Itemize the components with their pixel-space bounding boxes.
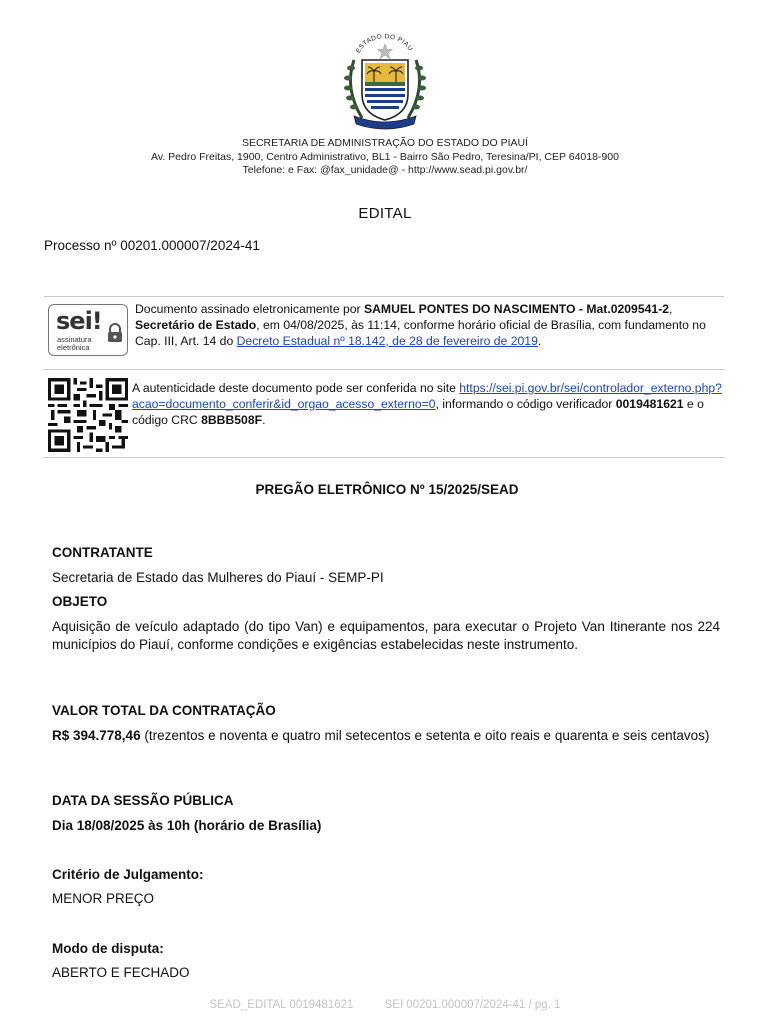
signer-name: SAMUEL PONTES DO NASCIMENTO - Mat.0209541-2 xyxy=(364,302,669,316)
authenticity-details: , informando o código verificador xyxy=(435,397,616,411)
verification-link[interactable]: https://sei.pi.gov.br/sei/controlador_externo.php?acao=documento_conferir&id_orgao_acesso_externo=0 xyxy=(132,381,722,411)
sei-logo-word: sei! xyxy=(56,307,102,335)
authenticity-end: . xyxy=(262,413,266,427)
criterio-value: MENOR PREÇO xyxy=(52,891,155,906)
verification-code: 0019481621 xyxy=(615,397,684,411)
divider xyxy=(44,369,724,370)
process-number: Processo nº 00201.000007/2024-41 xyxy=(44,238,260,253)
signature-prefix: Documento assinado eletronicamente por xyxy=(135,302,364,316)
sei-logo-caption-line1: assinatura xyxy=(57,335,92,344)
valor-value xyxy=(52,727,720,745)
contratante-value: Secretaria de Estado das Mulheres do Piauí - SEMP-PI xyxy=(52,570,384,585)
sei-logo-caption-line2: eletrônica xyxy=(57,343,90,352)
header-institution-name: SECRETARIA DE ADMINISTRAÇÃO DO ESTADO DO PIAUÍ xyxy=(241,137,529,149)
modo-disputa-label: Modo de disputa: xyxy=(52,941,164,956)
objeto-label: OBJETO xyxy=(52,594,108,609)
signer-role: Secretário de Estado xyxy=(135,318,257,332)
svg-text:ESTADO DO PIAUÍ xyxy=(338,30,414,54)
modo-disputa-value: ABERTO E FECHADO xyxy=(52,965,190,980)
qr-code-icon xyxy=(48,378,128,452)
document-title: EDITAL xyxy=(358,205,412,222)
state-coat-of-arms xyxy=(338,30,432,134)
valor-in-words: (trezentos e noventa e quatro mil setecentos e setenta e oito reais e quarenta e seis centavos) xyxy=(140,728,710,743)
footer-document-id: SEAD_EDITAL 0019481621 xyxy=(209,999,354,1011)
contratante-label: CONTRATANTE xyxy=(52,545,153,560)
lock-icon xyxy=(106,323,124,343)
divider xyxy=(44,296,724,297)
data-sessao-label: DATA DA SESSÃO PÚBLICA xyxy=(52,793,234,808)
valor-label: VALOR TOTAL DA CONTRATAÇÃO xyxy=(52,703,276,718)
signature-statement xyxy=(135,301,720,349)
sei-logo-caption xyxy=(57,336,92,352)
pregao-heading: PREGÃO ELETRÔNICO Nº 15/2025/SEAD xyxy=(255,482,519,497)
sei-signature-logo xyxy=(48,304,128,356)
authenticity-statement xyxy=(132,380,722,428)
crest-text: ESTADO DO PIAU xyxy=(354,33,414,55)
authenticity-prefix: A autenticidade deste documento pode ser conferida no site xyxy=(132,381,460,395)
header-contact: Telefone: e Fax: @fax_unidade@ - http://www.sead.pi.gov.br/ xyxy=(242,164,528,176)
page-footer xyxy=(0,999,770,1011)
footer-page-info: SEI 00201.000007/2024-41 / pg. 1 xyxy=(384,999,561,1011)
valor-amount: R$ 394.778,46 xyxy=(52,728,141,743)
criterio-label: Critério de Julgamento: xyxy=(52,867,204,882)
data-sessao-value: Dia 18/08/2025 às 10h (horário de Brasília) xyxy=(52,818,322,833)
decree-link[interactable]: Decreto Estadual nº 18.142, de 28 de fevereiro de 2019 xyxy=(236,334,538,348)
signature-separator: , xyxy=(669,302,673,316)
objeto-value: Aquisição de veículo adaptado (do tipo Van) e equipamentos, para executar o Projeto Van Itinerante nos 224 municípios do Piauí, conforme condições e exigências estabelecidas neste instrumento. xyxy=(52,619,720,652)
header-address: Av. Pedro Freitas, 1900, Centro Administrativo, BL1 - Bairro São Pedro, Teresina/PI, CEP 64018-900 xyxy=(151,150,619,163)
divider xyxy=(44,457,724,458)
signature-details: , em 04/08/2025, às 11:14, conforme horário oficial de Brasília, com fundamento no Cap. III, Art. 14 do xyxy=(135,318,706,348)
authenticity-crc-label: e o código CRC xyxy=(132,397,704,427)
signature-end: . xyxy=(537,334,542,348)
institution-header xyxy=(0,137,770,178)
crc-code: 8BBB508F xyxy=(201,413,263,427)
